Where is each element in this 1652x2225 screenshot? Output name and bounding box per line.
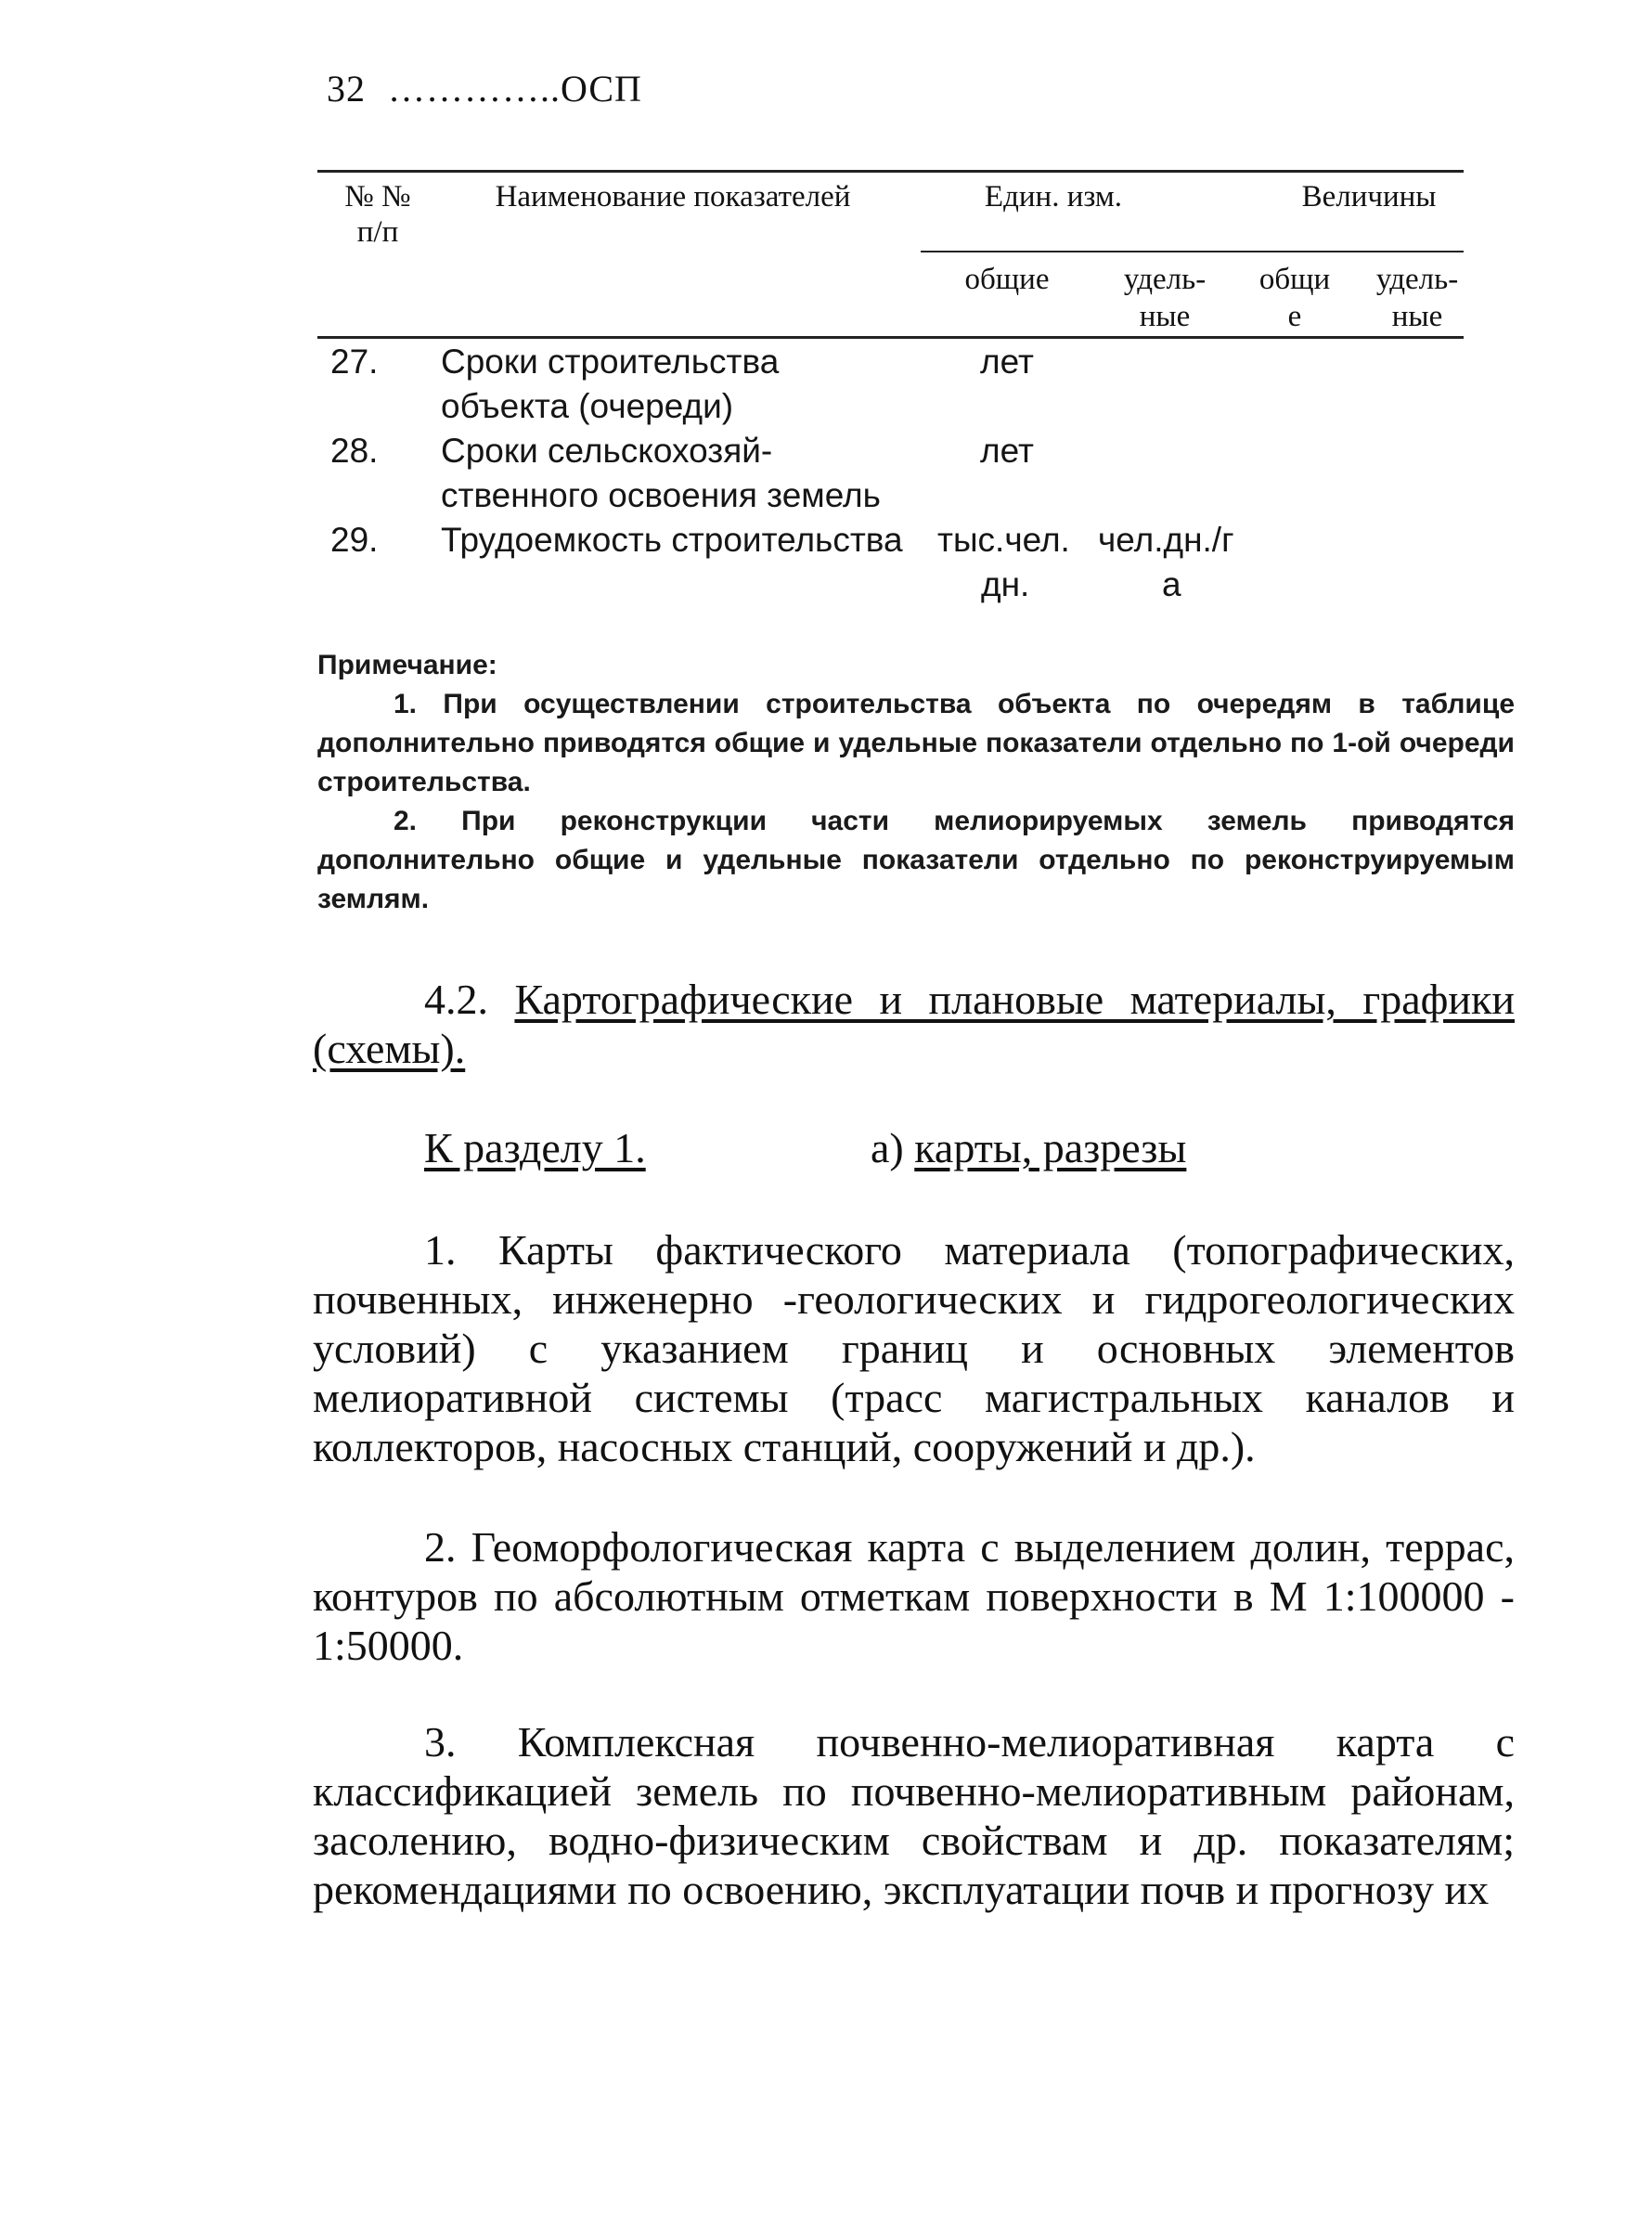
row-unit-specific-line-2: а <box>1162 565 1181 603</box>
paragraph-1 <box>313 1225 1515 1471</box>
paragraph-2-text: 2. Геоморфологическая карта с выделением долин, террас, контуров по абсолютным отметкам поверхности в М 1:100000 - 1:50000. <box>313 1523 1515 1669</box>
header-value: Величины <box>1301 180 1437 213</box>
note-item-1: 1. При осуществлении строительства объекта по очередям в таблице дополнительно приводятся общие и удельные показатели отдельно по 1-ой очереди строительства. <box>317 689 1515 797</box>
row-num: 27. <box>330 343 379 381</box>
paragraph-3-text: 3. Комплексная почвенно-мелиоративная карта с классификацией земель по почвенно-мелиоративным районам, засолению, водно-физическим свойствам и др. показателям; рекомендациями по освоению, эксплуатации почв и прогнозу их <box>313 1718 1515 1913</box>
row-num: 28. <box>330 432 379 470</box>
section-heading <box>313 975 1515 1073</box>
paragraph-1-text: 1. Карты фактического материала (топографических, почвенных, инженерно -геологических и гидрогеологических условий) с указанием границ и основных элементов мелиоративной системы (трасс магистральных каналов и коллекторов, насосных станций, сооружений и др.). <box>313 1226 1515 1470</box>
table-top-rule <box>317 170 1464 173</box>
page-header <box>327 67 642 110</box>
header-num: № № <box>344 180 411 213</box>
section-number: 4.2. <box>424 976 488 1023</box>
row-name-line-1: Сроки сельскохозяй- <box>441 432 773 470</box>
row-name-line-1: Сроки строительства <box>441 343 780 381</box>
note-item-2: 2. При реконструкции части мелиорируемых земель приводятся дополнительно общие и удельные показатели отдельно по реконструируемым землям. <box>317 806 1515 914</box>
subsection-right-prefix: а) <box>871 1124 904 1171</box>
row-name-line-2: ственного освоения земель <box>441 476 881 514</box>
header-name: Наименование показателей <box>495 180 851 213</box>
page-number: 32 <box>327 68 366 110</box>
paragraph-3 <box>313 1717 1515 1914</box>
table-subheader-rule <box>921 251 1464 252</box>
subheader-unit-specific-1: удель- <box>1123 263 1207 296</box>
subheader-unit-specific-2: ные <box>1139 300 1191 333</box>
subheader-value-total-2: е <box>1287 300 1302 333</box>
subheader-unit-total: общие <box>964 263 1050 296</box>
note-title: Примечание: <box>317 650 497 680</box>
subheader-value-specific-1: удель- <box>1375 263 1459 296</box>
note-block <box>317 646 1515 919</box>
subsection-right-text: карты, разрезы <box>914 1124 1187 1171</box>
row-name-line-2: объекта (очереди) <box>441 387 734 425</box>
row-num: 29. <box>330 521 379 559</box>
table-header-bottom-rule <box>317 336 1464 339</box>
row-unit-total: лет <box>980 343 1034 381</box>
subsection-right <box>871 1123 1186 1172</box>
row-unit-specific-line-1: чел.дн./г <box>1098 521 1234 559</box>
header-unit: Един. изм. <box>984 180 1123 213</box>
header-num-2: п/п <box>356 215 399 249</box>
paragraph-2 <box>313 1522 1515 1670</box>
running-title: …………..ОСП <box>388 68 642 110</box>
row-unit-total-line-1: тыс.чел. <box>937 521 1070 559</box>
row-unit-total: лет <box>980 432 1034 470</box>
row-name-line-1: Трудоемкость строительства <box>441 521 903 559</box>
subheader-value-specific-2: ные <box>1391 300 1443 333</box>
section-title: Картографические и плановые материалы, графики (схемы). <box>313 976 1516 1072</box>
subsection-left <box>424 1123 646 1172</box>
subsection-label: К разделу 1. <box>424 1124 646 1171</box>
subheader-value-total-1: общи <box>1258 263 1331 296</box>
row-unit-total-line-2: дн. <box>981 565 1030 603</box>
